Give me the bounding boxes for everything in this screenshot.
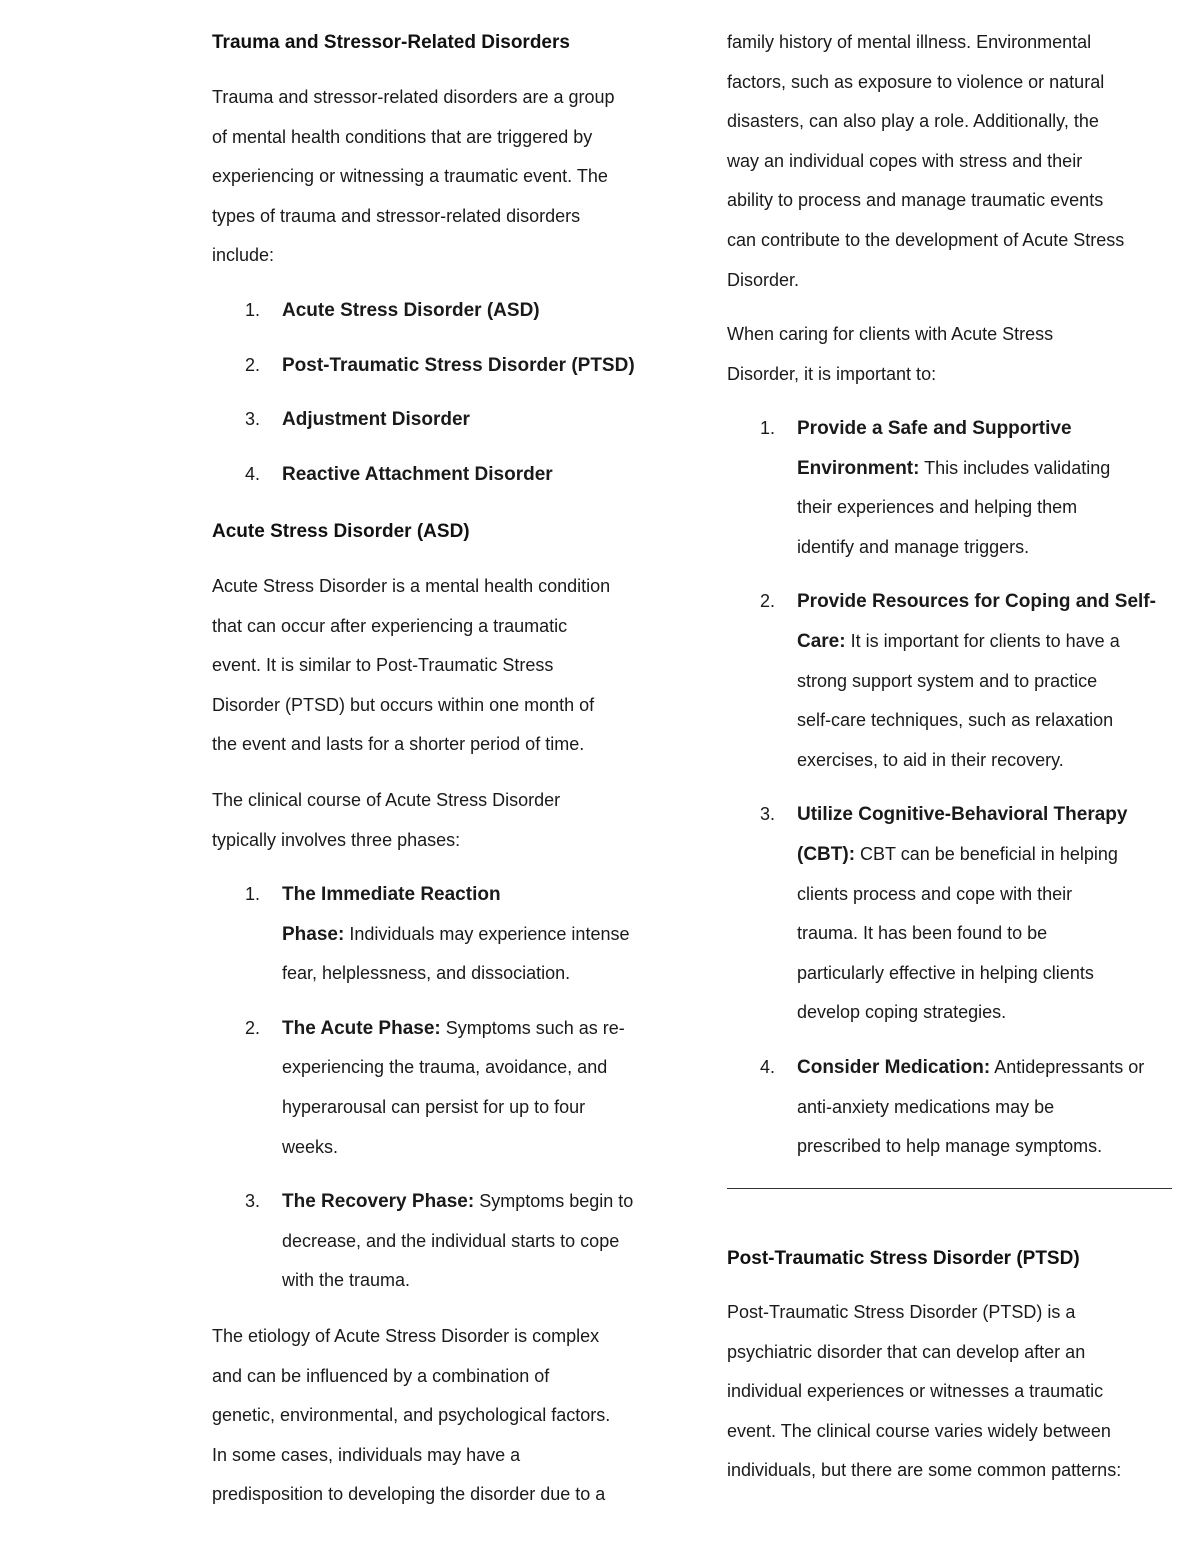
list-item [245, 291, 662, 331]
bold-term: Consider Medication: [797, 1056, 991, 1078]
list-number: 2. [245, 1017, 261, 1038]
bold-term: Phase: [282, 923, 345, 945]
line [797, 835, 1177, 875]
text-line: Disorder. [727, 269, 800, 290]
text: Symptoms such as re- [440, 1017, 625, 1038]
asd-paragraph [212, 567, 610, 765]
text-line: Disorder (PTSD) but occurs within one month of [212, 694, 595, 715]
list-item [245, 455, 662, 495]
text-line: ability to process and manage traumatic events [727, 190, 1104, 211]
text-line: Acute Stress Disorder is a mental health condition [212, 576, 611, 596]
line [282, 1222, 662, 1262]
bold-term: Provide a Safe and Supportive [797, 418, 1072, 439]
disorder-types-list [212, 291, 662, 494]
line [797, 1088, 1177, 1128]
text: This includes validating [919, 457, 1111, 478]
course-paragraph [212, 781, 560, 860]
line [797, 409, 1177, 449]
intro-line: Trauma and stressor-related disorders are a group [212, 87, 615, 107]
line [797, 662, 1177, 702]
phases-list [212, 875, 662, 1301]
intro-line: include: [212, 245, 275, 266]
line [797, 993, 1177, 1033]
text-line: The clinical course of Acute Stress Disorder [212, 790, 561, 810]
text-line: event. The clinical course varies widely between [727, 1420, 1111, 1441]
list-number: 1. [760, 418, 776, 438]
line [282, 1261, 662, 1301]
text: particularly effective in helping clients [797, 962, 1094, 983]
caring-paragraph [727, 315, 1053, 394]
line [797, 954, 1177, 994]
list-item-label: Adjustment Disorder [282, 409, 470, 431]
text: strong support system and to practice [797, 670, 1098, 691]
section-heading-ptsd: Post-Traumatic Stress Disorder (PTSD) [727, 1248, 1080, 1269]
line [282, 954, 662, 994]
text: experiencing the trauma, avoidance, and [282, 1057, 608, 1078]
text-line: individual experiences or witnesses a traumatic [727, 1381, 1104, 1402]
text-line: predisposition to developing the disorder due to a [212, 1484, 606, 1505]
line [797, 914, 1177, 954]
text-line: that can occur after experiencing a traumatic [212, 615, 568, 636]
section-heading-asd: Acute Stress Disorder (ASD) [212, 521, 470, 542]
text: exercises, to aid in their recovery. [797, 749, 1064, 770]
list-item [760, 795, 1177, 1033]
text: anti-anxiety medications may be [797, 1096, 1055, 1117]
text: clients process and cope with their [797, 883, 1073, 904]
text-line: When caring for clients with Acute Stress [727, 324, 1054, 344]
text: prescribed to help manage symptoms. [797, 1136, 1103, 1157]
bold-term: The Acute Phase: [282, 1017, 441, 1039]
text-line: In some cases, individuals may have a [212, 1444, 521, 1465]
list-item-label: Reactive Attachment Disorder [282, 463, 553, 485]
text: self-care techniques, such as relaxation [797, 710, 1114, 731]
list-number: 4. [245, 463, 261, 484]
list-number: 2. [245, 354, 261, 375]
text: hyperarousal can persist for up to four [282, 1096, 586, 1117]
intro-line: of mental health conditions that are triggered by [212, 126, 593, 147]
text-line: event. It is similar to Post-Traumatic Stress [212, 655, 554, 676]
text: It is important for clients to have a [845, 630, 1120, 651]
text: CBT can be beneficial in helping [855, 843, 1118, 864]
line [282, 1128, 662, 1168]
etiology-continued-paragraph [727, 23, 1124, 300]
line [797, 795, 1177, 835]
text-line: factors, such as exposure to violence or natural [727, 71, 1105, 92]
line [797, 622, 1177, 662]
text-line: psychiatric disorder that can develop after an [727, 1341, 1086, 1362]
list-number: 3. [760, 804, 776, 825]
text-line: way an individual copes with stress and their [727, 150, 1083, 171]
line [797, 528, 1177, 568]
line [282, 915, 662, 955]
text: their experiences and helping them [797, 497, 1078, 518]
line [797, 488, 1177, 528]
care-guidelines-list [727, 409, 1177, 1167]
text-line: can contribute to the development of Acute Stress [727, 229, 1125, 250]
bold-term: Environment: [797, 457, 920, 479]
line [797, 701, 1177, 741]
intro-line: types of trauma and stressor-related disorders [212, 205, 581, 226]
list-number: 1. [245, 300, 261, 320]
text: Antidepressants or [990, 1056, 1145, 1077]
text: identify and manage triggers. [797, 536, 1030, 557]
text-line: Disorder, it is important to: [727, 363, 937, 384]
list-item [760, 409, 1177, 567]
text-line: and can be influenced by a combination of [212, 1365, 550, 1386]
list-item [245, 346, 662, 386]
line [797, 1048, 1177, 1088]
list-number: 3. [245, 409, 261, 430]
list-item [245, 875, 662, 994]
intro-paragraph [212, 78, 615, 276]
text: Symptoms begin to [474, 1191, 634, 1212]
text-line: disasters, can also play a role. Additionally, the [727, 111, 1099, 132]
list-item [245, 1009, 662, 1167]
line [797, 875, 1177, 915]
etiology-paragraph [212, 1317, 610, 1515]
text-line: The etiology of Acute Stress Disorder is complex [212, 1326, 600, 1346]
list-number: 3. [245, 1191, 261, 1212]
bold-term: Utilize Cognitive-Behavioral Therapy [797, 804, 1128, 826]
line [282, 1088, 662, 1128]
list-item [760, 582, 1177, 780]
list-number: 1. [245, 884, 261, 904]
text: trauma. It has been found to be [797, 923, 1048, 944]
text-line: the event and lasts for a shorter period of time. [212, 734, 585, 755]
line [282, 875, 662, 915]
text: Individuals may experience intense [344, 923, 630, 944]
bold-term: The Recovery Phase: [282, 1191, 475, 1213]
text-line: Post-Traumatic Stress Disorder (PTSD) is a [727, 1302, 1076, 1322]
list-item-label: Post-Traumatic Stress Disorder (PTSD) [282, 354, 635, 376]
bold-term: Care: [797, 630, 846, 652]
bold-term: Provide Resources for Coping and Self- [797, 591, 1156, 613]
line [797, 741, 1177, 781]
text-line: family history of mental illness. Environmental [727, 32, 1092, 52]
line [797, 1127, 1177, 1167]
text-line: genetic, environmental, and psychological factors. [212, 1405, 611, 1426]
text: weeks. [282, 1136, 339, 1157]
intro-line: experiencing or witnessing a traumatic event. The [212, 166, 608, 187]
list-number: 2. [760, 591, 776, 612]
text-line: individuals, but there are some common patterns: [727, 1460, 1122, 1481]
list-item [245, 400, 662, 440]
text: decrease, and the individual starts to cope [282, 1230, 620, 1251]
line [282, 1048, 662, 1088]
ptsd-paragraph [727, 1293, 1121, 1491]
text: develop coping strategies. [797, 1002, 1007, 1023]
bold-term: (CBT): [797, 843, 856, 865]
text-line: typically involves three phases: [212, 829, 461, 850]
list-number: 4. [760, 1056, 776, 1077]
page-title: Trauma and Stressor-Related Disorders [212, 32, 570, 53]
line [282, 1182, 662, 1222]
text: fear, helplessness, and dissociation. [282, 963, 571, 984]
list-item [245, 1182, 662, 1301]
bold-term: The Immediate Reaction [282, 884, 501, 905]
section-divider [727, 1188, 1172, 1189]
line [797, 449, 1177, 489]
line [797, 582, 1177, 622]
text: with the trauma. [282, 1270, 411, 1291]
line [282, 1009, 662, 1049]
list-item-label: Acute Stress Disorder (ASD) [282, 300, 540, 321]
list-item [760, 1048, 1177, 1167]
